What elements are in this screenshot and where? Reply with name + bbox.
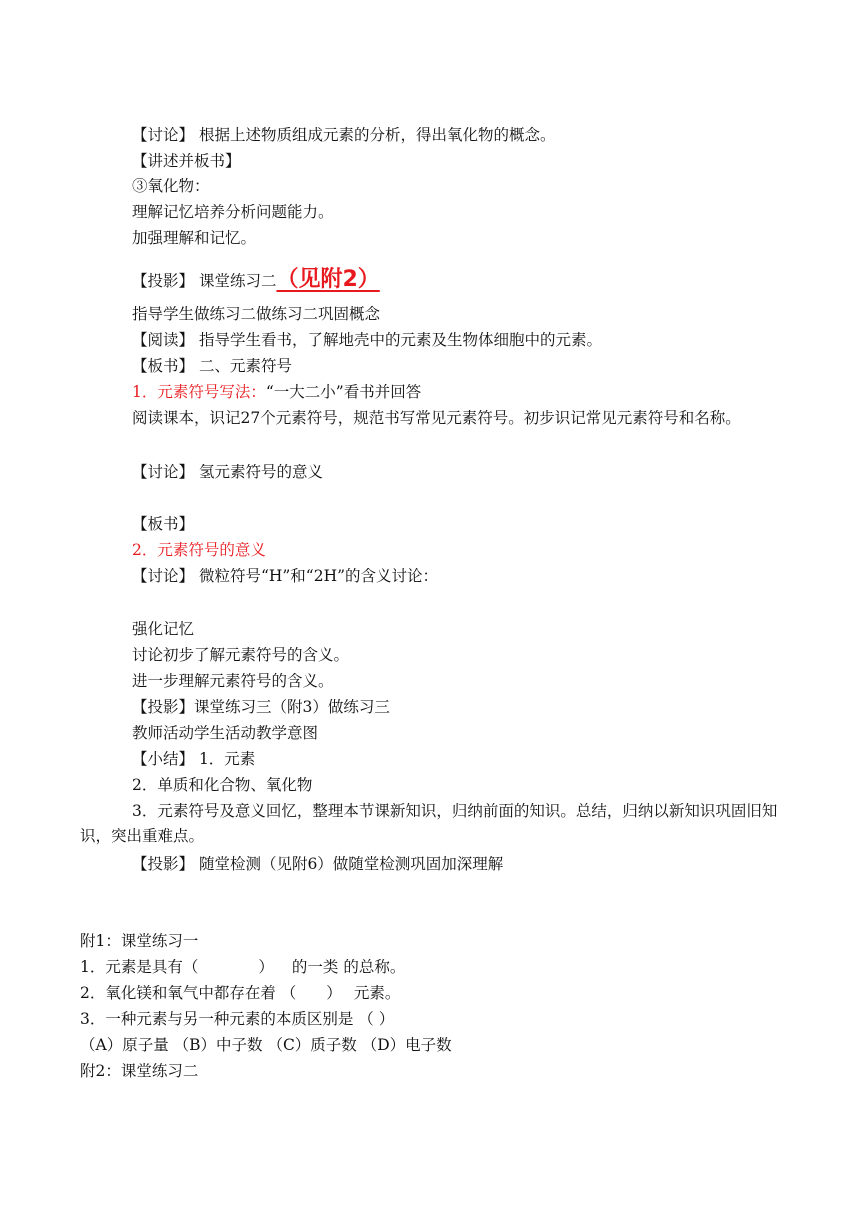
- question-1-part-c: 的一类 的总称。: [291, 958, 406, 976]
- discuss-text: 根据上述物质组成元素的分析，得出氧化物的概念。: [194, 126, 556, 144]
- question-3-options: （A）原子量 （B）中子数 （C）质子数 （D）电子数: [80, 1036, 452, 1054]
- projection-text: 课堂练习三（附3）做练习三: [194, 698, 390, 716]
- understand-line: 理解记忆培养分析问题能力。: [132, 203, 334, 221]
- summary-item-3-paragraph: 3．元素符号及意义回忆，整理本节课新知识，归纳前面的知识。总结，归纳以新知识巩固旧知识，突出重难点。: [80, 802, 778, 845]
- discuss-tag: 【讨论】: [132, 126, 195, 144]
- question-1-part-b: ）: [258, 958, 274, 976]
- projection-exercise-two-line: [132, 266, 380, 294]
- oxide-heading: ③氧化物：: [132, 177, 210, 195]
- board-tag: 【板书】: [132, 515, 195, 533]
- question-1-part-a: 1．元素是具有（: [80, 958, 199, 976]
- symbol-writing-label: 1．元素符号写法：: [132, 383, 266, 401]
- projection-tag: 【投影】: [132, 272, 195, 290]
- read-textbook-paragraph: 阅读课本，识记27个元素符号，规范书写常见元素符号。初步识记常见元素符号和名称。: [132, 409, 741, 427]
- summary-tag: 【小结】: [132, 750, 195, 768]
- discuss-oxide-line: [132, 125, 555, 145]
- appendix-2-title: 附2：课堂练习二: [80, 1062, 199, 1080]
- projection-text: 随堂检测（见附6）做随堂检测巩固加深理解: [194, 855, 504, 873]
- reading-tag: 【阅读】: [132, 331, 195, 349]
- question-2-part-c: 元素。: [353, 984, 401, 1002]
- symbol-writing-line: [132, 382, 421, 402]
- strengthen-line: 加强理解和记忆。: [132, 229, 257, 247]
- symbol-writing-text: “一大二小”看书并回答: [265, 383, 422, 401]
- summary-line: [132, 749, 255, 769]
- reading-line: [132, 330, 602, 350]
- projection-quiz-line: [132, 854, 503, 874]
- discuss-hydrogen-line: [132, 462, 323, 482]
- projection-exercise-three-line: [132, 697, 390, 717]
- board-line-2: [132, 514, 194, 534]
- projection-tag: 【投影】: [132, 698, 195, 716]
- symbol-meaning-heading: 2．元素符号的意义: [132, 541, 266, 559]
- board-tag: 【板书】: [132, 357, 195, 375]
- discuss-tag: 【讨论】: [132, 567, 195, 585]
- guide-line: 指导学生做练习二做练习二巩固概念: [132, 305, 381, 323]
- lecture-board-line: [132, 151, 241, 171]
- appendix-1-title: 附1：课堂练习一: [80, 932, 199, 950]
- further-understanding-line: 进一步理解元素符号的含义。: [132, 672, 334, 690]
- activity-header-line: 教师活动学生活动教学意图: [132, 724, 319, 742]
- question-2-part-a: 2．氧化镁和氧气中都存在着 （: [80, 984, 297, 1002]
- question-2: [80, 983, 400, 1003]
- reinforce-line: 强化记忆: [132, 620, 195, 638]
- question-3: 3．一种元素与另一种元素的本质区别是 （ ）: [80, 1010, 395, 1028]
- projection-text: 课堂练习二: [194, 272, 277, 290]
- projection-tag: 【投影】: [132, 855, 195, 873]
- discuss-tag: 【讨论】: [132, 463, 195, 481]
- discuss-particle-line: [132, 566, 438, 586]
- board-symbol-line: [132, 356, 292, 376]
- lecture-tag: 【讲述并板书】: [132, 152, 241, 170]
- discuss-text: 氢元素符号的意义: [194, 463, 323, 481]
- question-1: [80, 957, 405, 977]
- board-text: 二、元素符号: [194, 357, 292, 375]
- summary-item-2: 2．单质和化合物、氧化物: [132, 776, 313, 794]
- discuss-result-line: 讨论初步了解元素符号的含义。: [132, 646, 350, 664]
- reading-text: 指导学生看书，了解地壳中的元素及生物体细胞中的元素。: [194, 331, 602, 349]
- question-2-part-b: ）: [326, 984, 342, 1002]
- summary-text: 1．元素: [194, 750, 256, 768]
- discuss-text: 微粒符号“H”和“2H”的含义讨论：: [194, 567, 439, 585]
- see-appendix-2-highlight: （见附2）: [276, 267, 380, 292]
